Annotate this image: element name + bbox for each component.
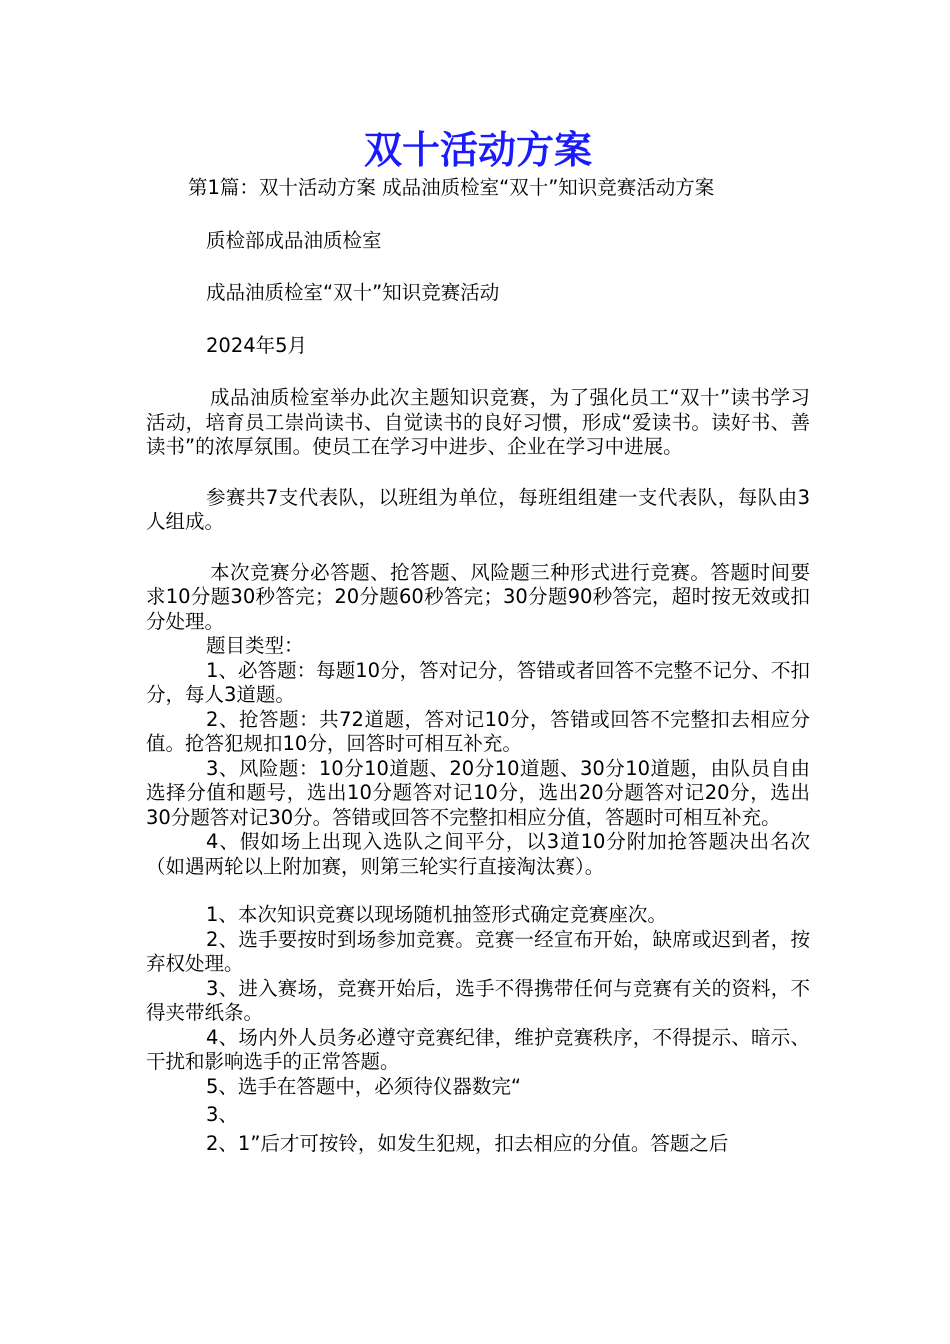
paragraph-question-types: 题目类型： (206, 634, 304, 657)
paragraph-required-questions: 1、必答题：每题10分，答对记分，答错或者回答不完整不记分、不扣分，每人3道题。 (146, 658, 810, 706)
spacer (146, 460, 810, 486)
paragraph-rule-3: 3、进入赛场，竞赛开始后，选手不得携带任何与竞赛有关的资料，不得夹带纸条。 (146, 976, 810, 1024)
spacer (146, 535, 810, 561)
document-title: 双十活动方案 (363, 127, 592, 172)
document-page (146, 124, 810, 1156)
paragraph-rule-1: 1、本次知识竞赛以现场随机抽签形式确定竞赛座次。 (206, 903, 667, 926)
paragraph-activity-name: 成品油质检室“双十”知识竞赛活动 (206, 281, 500, 304)
paragraph-heading: 第1篇：双十活动方案 成品油质检室“双十”知识竞赛活动方案 (188, 176, 715, 199)
paragraph-rule-2: 2、选手要按时到场参加竞赛。竞赛一经宣布开始，缺席或迟到者，按弃权处理。 (146, 927, 810, 975)
spacer (146, 879, 810, 903)
spacer (146, 358, 810, 386)
paragraph-rule-5: 5、选手在答题中，必须待仪器数完“ (206, 1074, 522, 1098)
paragraph-format: 本次竞赛分必答题、抢答题、风险题三种形式进行竞赛。答题时间要求10分题30秒答完；20分题60秒答完；30分题90秒答完，超时按无效或扣分处理。 (146, 560, 810, 633)
spacer (146, 306, 810, 334)
paragraph-rule-5-countdown-3: 3、 (206, 1103, 238, 1126)
spacer (146, 201, 810, 229)
paragraph-risk-questions: 3、风险题：10分10道题、20分10道题、30分10道题，由队员自由选择分值和题号，选出10分题答对记10分，选出20分题答对记20分，选出30分题答对记30分。答错或回答不完整扣相应分值，答题时可相互补充。 (146, 756, 810, 829)
paragraph-rule-4: 4、场内外人员务必遵守竞赛纪律，维护竞赛秩序，不得提示、暗示、干扰和影响选手的正常答题。 (146, 1025, 810, 1073)
paragraph-date: 2024年5月 (206, 333, 308, 357)
paragraph-purpose: 成品油质检室举办此次主题知识竞赛，为了强化员工“双十”读书学习活动，培育员工崇尚读书、自觉读书的良好习惯，形成“爱读书。读好书、善读书”的浓厚氛围。使员工在学习中进步、企业在学习中进展。 (146, 386, 810, 458)
paragraph-buzzer-questions: 2、抢答题：共72道题，答对记10分，答错或回答不完整扣去相应分值。抢答犯规扣10分，回答时可相互补充。 (146, 707, 810, 755)
paragraph-tiebreak: 4、假如场上出现入选队之间平分，以3道10分附加抢答题决出名次（如遇两轮以上附加赛，则第三轮实行直接淘汰赛）。 (146, 830, 810, 878)
paragraph-rule-5-countdown-2-1: 2、1”后才可按铃，如发生犯规，扣去相应的分值。答题之后 (206, 1131, 729, 1155)
spacer (146, 253, 810, 281)
paragraph-teams: 参赛共7支代表队，以班组为单位，每班组组建一支代表队，每队由3人组成。 (146, 485, 810, 533)
paragraph-department: 质检部成品油质检室 (206, 228, 382, 252)
